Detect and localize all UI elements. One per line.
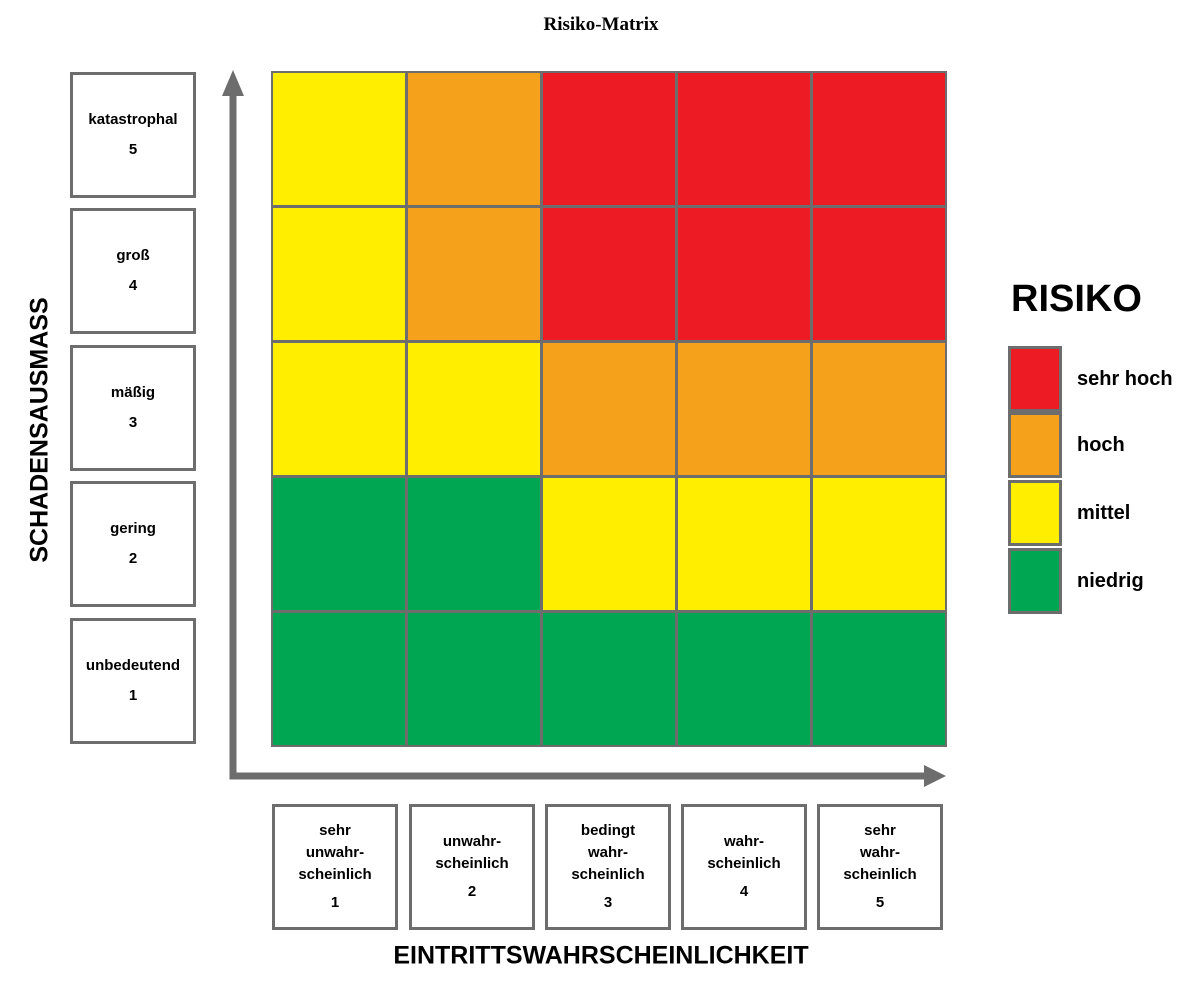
y-level-label: katastrophal: [88, 111, 178, 128]
risk-cell-1-5: [811, 611, 947, 747]
y-level-label: gering: [110, 520, 156, 537]
risk-cell-2-1: [271, 476, 407, 612]
risk-cell-4-2: [406, 206, 542, 342]
risk-cell-5-4: [676, 71, 812, 207]
risk-matrix: [271, 71, 946, 746]
risk-cell-2-3: [541, 476, 677, 612]
y-level-number: 5: [128, 141, 138, 158]
risk-cell-3-1: [271, 341, 407, 477]
risk-cell-4-4: [676, 206, 812, 342]
risk-cell-2-5: [811, 476, 947, 612]
y-level-label: unbedeutend: [85, 657, 181, 674]
x-level-1: [272, 804, 398, 930]
risk-cell-5-5: [811, 71, 947, 207]
legend-item-sehr-hoch: [1008, 346, 1173, 412]
risk-cell-5-2: [406, 71, 542, 207]
y-axis-arrowhead: [222, 70, 244, 96]
legend-label: hoch: [1077, 433, 1125, 456]
y-level-number: 2: [128, 550, 138, 567]
x-level-label: unwahr- scheinlich: [435, 833, 509, 872]
legend-item-mittel: [1008, 480, 1130, 546]
y-level-number: 1: [128, 687, 138, 704]
y-level-number: 3: [128, 414, 138, 431]
risk-cell-4-1: [271, 206, 407, 342]
legend-label: mittel: [1077, 501, 1131, 524]
risk-cell-3-4: [676, 341, 812, 477]
x-level-label: sehr unwahr- scheinlich: [298, 822, 372, 883]
x-level-label: sehr wahr- scheinlich: [843, 822, 917, 883]
risk-cell-2-2: [406, 476, 542, 612]
page-title: Risiko-Matrix: [543, 14, 659, 35]
x-level-number: 4: [739, 883, 749, 900]
y-level-label: groß: [116, 247, 150, 264]
x-level-label: bedingt wahr- scheinlich: [571, 822, 645, 883]
x-level-number: 2: [467, 883, 477, 900]
risk-cell-1-3: [541, 611, 677, 747]
legend-swatch: [1008, 412, 1062, 478]
risk-cell-1-2: [406, 611, 542, 747]
risk-cell-1-4: [676, 611, 812, 747]
risk-cell-5-1: [271, 71, 407, 207]
risk-cell-5-3: [541, 71, 677, 207]
legend-swatch: [1008, 548, 1062, 614]
x-level-3: [545, 804, 671, 930]
x-level-label: wahr- scheinlich: [707, 833, 781, 872]
risk-cell-2-4: [676, 476, 812, 612]
x-level-4: [681, 804, 807, 930]
legend-swatch: [1008, 346, 1062, 412]
risk-cell-3-5: [811, 341, 947, 477]
legend-swatch: [1008, 480, 1062, 546]
x-axis-arrowhead: [924, 765, 946, 787]
legend-item-niedrig: [1008, 548, 1144, 614]
risk-cell-3-3: [541, 341, 677, 477]
legend-item-hoch: [1008, 412, 1125, 478]
x-level-number: 3: [603, 894, 613, 911]
y-level-number: 4: [128, 277, 138, 294]
x-level-number: 5: [875, 894, 885, 911]
legend-label: niedrig: [1077, 569, 1144, 592]
x-level-number: 1: [330, 894, 340, 911]
x-level-2: [409, 804, 535, 930]
risk-cell-4-5: [811, 206, 947, 342]
legend-title: RISIKO: [1011, 278, 1142, 320]
risk-cell-1-1: [271, 611, 407, 747]
risk-cell-3-2: [406, 341, 542, 477]
y-axis-label: SCHADENSAUSMASS: [25, 297, 54, 563]
x-axis-label: EINTRITTSWAHRSCHEINLICHKEIT: [393, 941, 809, 970]
risk-cell-4-3: [541, 206, 677, 342]
x-level-5: [817, 804, 943, 930]
y-level-label: mäßig: [110, 384, 156, 401]
legend-label: sehr hoch: [1077, 367, 1173, 390]
